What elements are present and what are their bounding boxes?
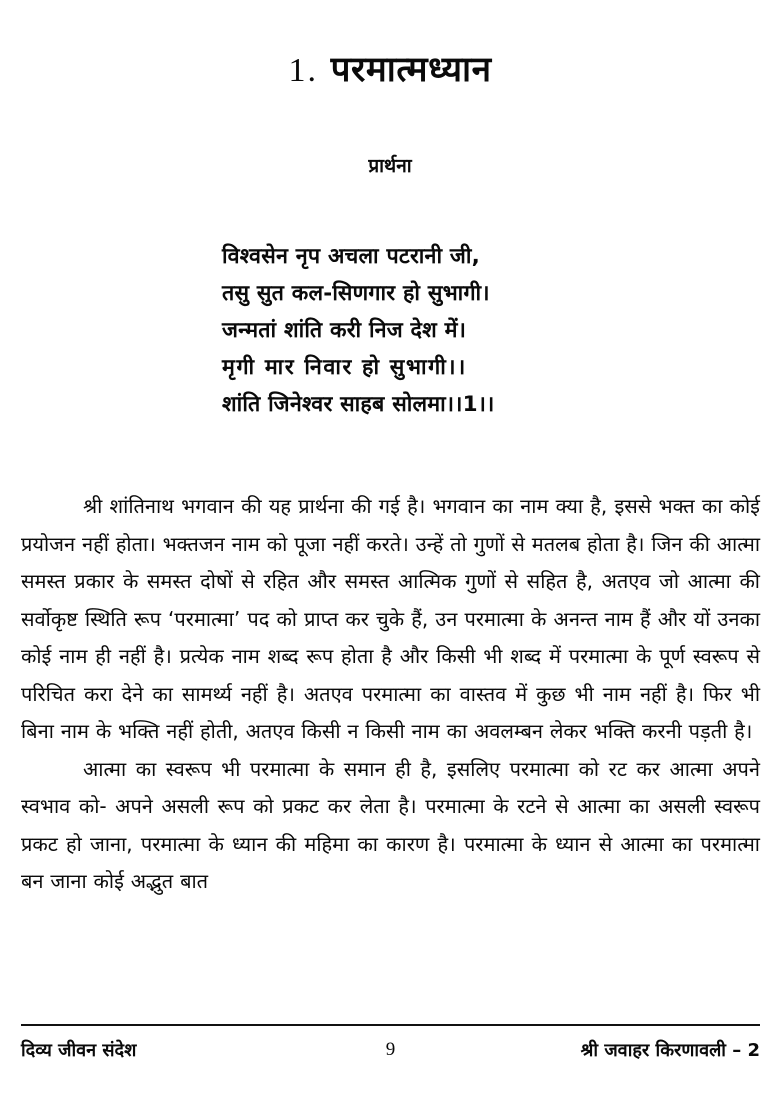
verse-line: जन्मतां शांति करी निज देश में। <box>222 318 467 343</box>
chapter-title-text: परमात्मध्यान <box>330 50 492 91</box>
page-title <box>0 49 780 92</box>
paragraph <box>21 751 760 901</box>
verse-line: तसु सुत कल-सिणगार हो सुभागी। <box>222 281 490 306</box>
verse-line: विश्वसेन नृप अचला पटरानी जी, <box>222 244 480 269</box>
verse-block <box>222 238 642 423</box>
page-number: 9 <box>385 1039 396 1060</box>
body-text <box>21 488 760 901</box>
verse-line: मृगी मार निवार हो सुभागी।। <box>222 355 467 380</box>
prayer-heading: प्रार्थना <box>368 155 412 177</box>
paragraph-text: श्री शांतिनाथ भगवान की यह प्रार्थना की गई है। भगवान का नाम क्या है, इससे भक्त का कोई प्रयोजन नहीं होता। भक्तजन नाम को पूजा नहीं करते। उन्हें तो गुणों से मतलब होता है। जिन की आत्मा समस्त प्रकार के समस्त दोषों से रहित और समस्त आत्मिक गुणों से सहित है, अतएव जो आत्मा की सर्वोकृष्ट स्थिति रूप ‘परमात्मा’ पद को प्राप्त कर चुके हैं, उन परमात्मा के अनन्त नाम हैं और यों उनका कोई नाम ही नहीं है। प्रत्येक नाम शब्द रूप होता है और किसी भी शब्द में परमात्मा के पूर्ण स्वरूप से परिचित करा देने का सामर्थ्य नहीं है। अतएव परमात्मा का वास्तव में कुछ भी नाम नहीं है। फिर भी बिना नाम के भक्ति नहीं होती, अतएव किसी न किसी नाम का अवलम्बन लेकर भक्ति करनी पड़ती है। <box>21 494 760 743</box>
verse-line: शांति जिनेश्वर साहब सोलमा।।1।। <box>222 392 495 417</box>
page-footer <box>21 1038 760 1068</box>
footer-divider <box>21 1024 760 1026</box>
paragraph-text: आत्मा का स्वरूप भी परमात्मा के समान ही है, इसलिए परमात्मा को रट कर आत्मा अपने स्वभाव को- अपने असली रूप को प्रकट कर लेता है। परमात्मा के रटने से आत्मा का असली स्वरूप प्रकट हो जाना, परमात्मा के ध्यान की महिमा का कारण है। परमात्मा के ध्यान से आत्मा का परमात्मा बन जाना कोई अद्भुत बात <box>21 756 760 893</box>
footer-right-title: श्री जवाहर किरणावली – 2 <box>580 1040 760 1061</box>
chapter-number: 1. <box>288 52 318 90</box>
paragraph <box>21 488 760 751</box>
footer-left-title: दिव्य जीवन संदेश <box>21 1040 137 1061</box>
